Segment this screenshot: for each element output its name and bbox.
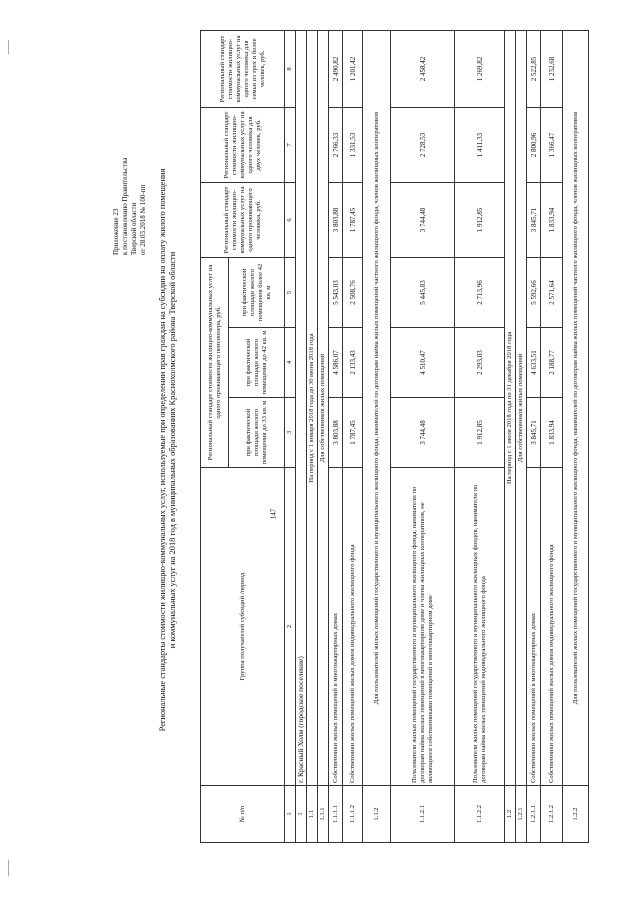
- row-num: 1.1.1.2: [343, 786, 363, 843]
- value-cell: 1 787,45: [343, 182, 363, 257]
- row-label: Собственники жилых помещений жилых домов индивидуального жилищного фонда: [343, 468, 363, 786]
- value-cell: 1 331,53: [343, 107, 363, 182]
- row-num: 1.1: [307, 786, 318, 843]
- value-cell: 3 845,71: [527, 398, 541, 468]
- value-cell: 1 269,82: [455, 30, 505, 107]
- value-cell: 2 800,96: [527, 107, 541, 182]
- title-line: Региональные стандарты стоимости жилищно-коммунальных услуг, используемые при определении прав граждан на субсидии на оплату жилого помещения: [158, 168, 167, 732]
- value-cell: 1 411,33: [455, 107, 505, 182]
- colnum: 1: [285, 786, 296, 843]
- value-cell: 1 912,85: [455, 398, 505, 468]
- row-label: Пользователи жилых помещений государственного и муниципального жилищного фонда, наниматели по договорам найма жилых помещений в многоквартирном доме и члены жилищных кооперативов, не являющиеся собственниками помещений в многоквартирном доме: [391, 468, 455, 786]
- row-num: 1.1.2: [363, 786, 391, 843]
- row-label: Собственники жилых помещений жилых домов индивидуального жилищного фонда: [541, 468, 563, 786]
- colnum-row: [285, 30, 296, 842]
- value-cell: 3 803,88: [329, 398, 343, 468]
- value-cell: 2 490,82: [329, 30, 343, 107]
- row-num: 1.2.1.1: [527, 786, 541, 843]
- value-cell: 1 787,45: [343, 398, 363, 468]
- section-label: Для собственников жилых помещений: [318, 30, 329, 785]
- row-label: Собственники жилых помещений в многоквартирных домах: [329, 468, 343, 786]
- value-cell: 1 201,42: [343, 30, 363, 107]
- value-cell: 4 510,47: [391, 328, 455, 398]
- appendix-block: [112, 157, 148, 255]
- page-number: 147: [269, 508, 278, 520]
- value-cell: 5 543,03: [329, 257, 343, 327]
- appendix-line: Приложение 23: [112, 208, 120, 255]
- appendix-line: Тверской области: [130, 202, 138, 255]
- period-label: На период с 1 июля 2018 года по 31 декабря 2018 года: [505, 30, 516, 785]
- header-group: Группа получателей субсидий /период: [201, 468, 285, 786]
- header-std-group: Региональный стандарт стоимости жилищно-коммунальных услуг на одного проживающего пенсионера, руб.: [201, 257, 229, 467]
- row-label: Собственники жилых помещений в многоквартирных домах: [527, 468, 541, 786]
- row-num: 1.2.1.2: [541, 786, 563, 843]
- table-row: [296, 30, 307, 842]
- value-cell: 3 803,88: [329, 182, 343, 257]
- colnum: 3: [285, 398, 296, 468]
- table-row: [391, 30, 455, 842]
- table-row: [527, 30, 541, 842]
- period-label: На период с 1 января 2018 года до 30 июня 2018 года: [307, 30, 318, 785]
- value-cell: 1 232,68: [541, 30, 563, 107]
- value-cell: 3 845,71: [527, 182, 541, 257]
- municipality-label: г. Красный Холм (городское поселение): [296, 30, 307, 785]
- row-num: 1.1.1: [318, 786, 329, 843]
- colnum: 6: [285, 182, 296, 257]
- row-num: 1.1.2.1: [391, 786, 455, 843]
- table-row: [541, 30, 563, 842]
- value-cell: 3 744,48: [391, 398, 455, 468]
- standards-table: [200, 30, 589, 843]
- section-label: Для пользователей жилых помещений государственного и муниципального жилищного фонда, нанимателей по договорам найма жилых помещений частного жилищного фонда, членов жилищных кооперативов: [363, 30, 391, 785]
- value-cell: 2 713,96: [455, 257, 505, 327]
- value-cell: 2 728,53: [391, 107, 455, 182]
- table-row: [455, 30, 505, 842]
- header-num: № п/п: [201, 786, 285, 843]
- header-sub2: при фактической площади жилого помещения до 42 кв. м: [229, 328, 285, 398]
- colnum: 8: [285, 30, 296, 107]
- table-row: [343, 30, 363, 842]
- value-cell: 2 766,33: [329, 107, 343, 182]
- row-num: 1.2.1: [516, 786, 527, 843]
- value-cell: 2 571,64: [541, 257, 563, 327]
- section-label: Для пользователей жилых помещений государственного и муниципального жилищного фонда, нанимателей по договорам найма жилых помещений частного жилищного фонда, членов жилищных кооперативов: [563, 30, 589, 785]
- appendix-line: к постановлению Правительства: [121, 157, 129, 255]
- value-cell: 2 293,03: [455, 328, 505, 398]
- document-title: [158, 15, 178, 885]
- colnum: 7: [285, 107, 296, 182]
- value-cell: 2 458,42: [391, 30, 455, 107]
- table-row: [329, 30, 343, 842]
- value-cell: 1 912,85: [455, 182, 505, 257]
- appendix-line: от 28.03.2018 № 100-пп: [139, 184, 147, 255]
- table-row: [563, 30, 589, 842]
- header-col6: Региональный стандарт стоимости жилищно-коммунальных услуг на одного проживающего человека, руб.: [201, 182, 285, 257]
- value-cell: 4 586,07: [329, 328, 343, 398]
- header-col7: Региональный стандарт стоимости жилищно-коммунальных услуг на одного человека для двух человек, руб.: [201, 107, 285, 182]
- table-row: [318, 30, 329, 842]
- title-line: и коммунальных услуг на 2018 год в муниципальных образованиях Краснохолмского района Тверской области: [168, 251, 177, 649]
- table-row: [505, 30, 516, 842]
- row-num: 1.2.2: [563, 786, 589, 843]
- row-label: Пользователи жилых помещений государственного и муниципального жилищных фондов, наниматели по договорам найма жилых помещений индивидуального жилищного фонда: [455, 468, 505, 786]
- value-cell: 2 133,43: [343, 328, 363, 398]
- row-num: 1.1.2.2: [455, 786, 505, 843]
- value-cell: 1 833,94: [541, 398, 563, 468]
- value-cell: 5 445,83: [391, 257, 455, 327]
- value-cell: 4 633,51: [527, 328, 541, 398]
- row-num: 1: [296, 786, 307, 843]
- value-cell: 1 833,94: [541, 182, 563, 257]
- value-cell: 3 744,48: [391, 182, 455, 257]
- header-sub1: при фактической площади жилого помещения до 33 кв. м: [229, 398, 285, 468]
- header-sub3: при фактической площади жилого помещения более 42 кв. м: [229, 257, 285, 327]
- section-label: Для собственников жилых помещений: [516, 30, 527, 785]
- row-num: 1.1.1.1: [329, 786, 343, 843]
- header-col8: Региональный стандарт стоимости жилищно-коммунальных услуг на одного человека для семьи из трех и более человек, руб.: [201, 30, 285, 107]
- colnum: 4: [285, 328, 296, 398]
- value-cell: 2 522,85: [527, 30, 541, 107]
- value-cell: 2 508,76: [343, 257, 363, 327]
- row-num: 1.2: [505, 786, 516, 843]
- value-cell: 2 188,77: [541, 328, 563, 398]
- value-cell: 1 366,47: [541, 107, 563, 182]
- table-row: [516, 30, 527, 842]
- colnum: 5: [285, 257, 296, 327]
- table-row: [363, 30, 391, 842]
- header-row: [201, 30, 229, 842]
- table-row: [307, 30, 318, 842]
- colnum: 2: [285, 468, 296, 786]
- value-cell: 5 592,66: [527, 257, 541, 327]
